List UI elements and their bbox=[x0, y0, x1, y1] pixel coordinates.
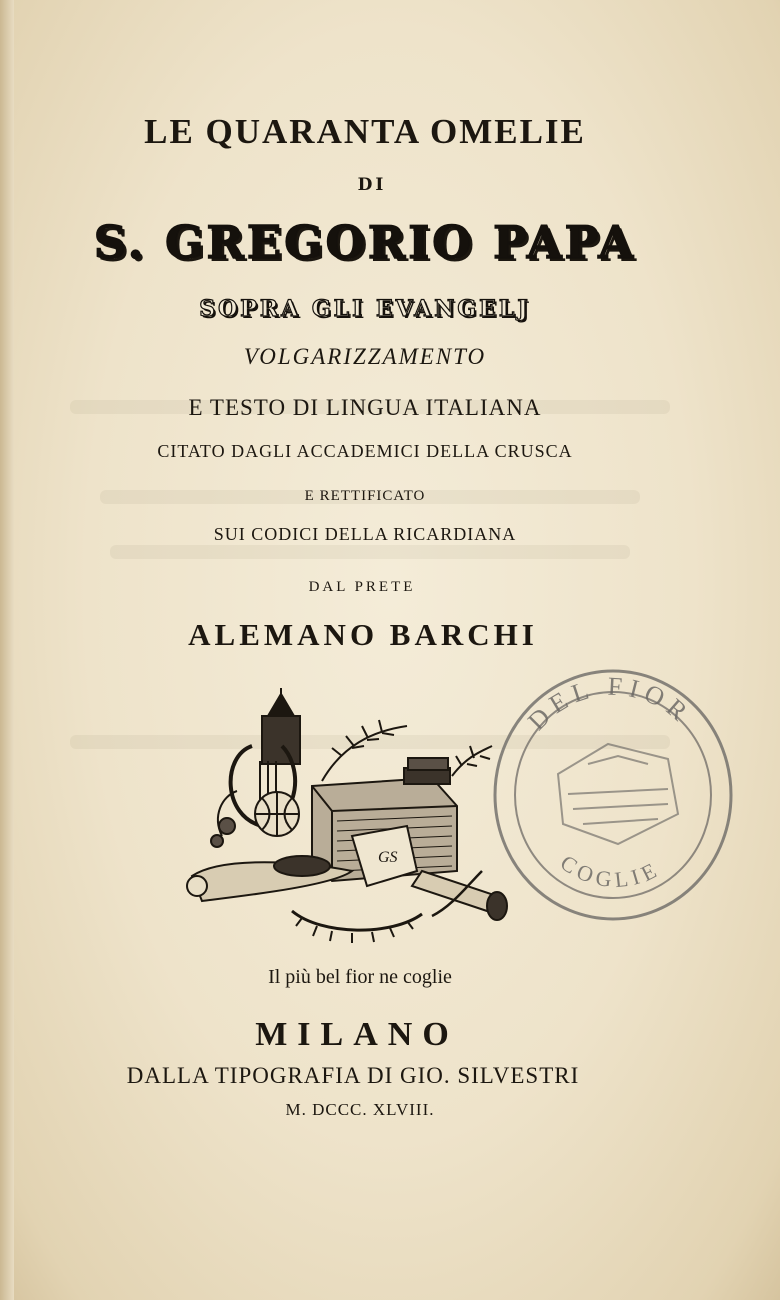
line-volgarizzamento: VOLGARIZZAMENTO bbox=[243, 344, 487, 369]
show-through-mark bbox=[110, 545, 630, 559]
author-name: S. GREGORIO PAPA bbox=[93, 216, 637, 269]
title-line-1: LE QUARANTA OMELIE bbox=[144, 112, 586, 151]
vignette-monogram: GS bbox=[378, 849, 398, 866]
motto: Il più bel fior ne coglie bbox=[268, 966, 452, 988]
imprint-year: M. DCCC. XLVIII. bbox=[285, 1100, 435, 1119]
library-stamp bbox=[488, 664, 738, 926]
line-dal-prete: DAL PRETE bbox=[308, 579, 416, 595]
printers-vignette-illustration bbox=[182, 686, 522, 956]
line-codici: SUI CODICI DELLA RICARDIANA bbox=[213, 524, 517, 544]
svg-text:DEL FIOR bbox=[522, 672, 697, 736]
imprint-printer: DALLA TIPOGRAFIA DI GIO. SILVESTRI bbox=[126, 1063, 580, 1088]
stamp-legend-top: DEL FIOR bbox=[522, 671, 698, 736]
title-line-2: DI bbox=[357, 175, 387, 195]
stamp-legend-bottom: COGLIE bbox=[556, 849, 665, 893]
editor-name: ALEMANO BARCHI bbox=[188, 617, 538, 652]
line-testo: E TESTO DI LINGUA ITALIANA bbox=[188, 395, 542, 420]
line-rettificato: E RETTIFICATO bbox=[304, 488, 426, 504]
line-citato: CITATO DAGLI ACCADEMICI DELLA CRUSCA bbox=[157, 441, 573, 461]
stamp-emblem-icon bbox=[558, 744, 678, 844]
subtitle: SOPRA GLI EVANGELJ bbox=[199, 296, 531, 322]
svg-text:COGLIE bbox=[556, 850, 665, 893]
imprint-city: MILANO bbox=[255, 1016, 459, 1053]
